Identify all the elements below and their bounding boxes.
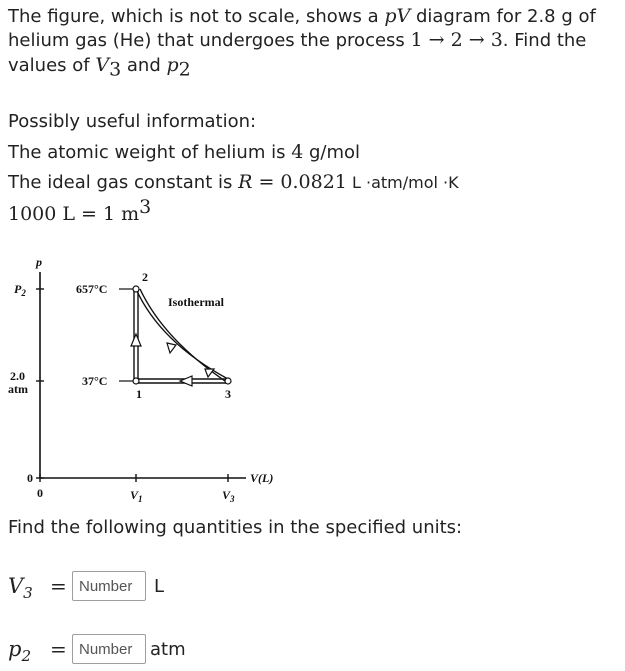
label-point-1: 1: [136, 387, 142, 401]
label-2-0: 2.0: [10, 369, 25, 383]
state-point-1: [133, 378, 139, 384]
var-p-subscript: 2: [178, 58, 191, 81]
label-v1-subscript: 1: [138, 494, 143, 504]
answer-var-subscript: 2: [21, 647, 32, 666]
pv-v-symbol: V: [396, 5, 411, 27]
answer-unit-p2: atm: [150, 638, 186, 660]
process-sequence: 1 → 2 → 3: [410, 29, 503, 51]
pv-diagram-svg: [0, 252, 300, 514]
pv-diagram: [0, 252, 300, 514]
answer-var-p2: [8, 637, 50, 666]
atomic-weight-value: 4: [291, 141, 304, 163]
answer-var-v3: [8, 574, 50, 603]
conversion-text: 1000 L = 1 m: [8, 203, 140, 225]
label-v1-letter: V: [130, 488, 139, 502]
problem-line-2: [8, 28, 586, 53]
label-p2-subscript: 2: [21, 288, 26, 298]
label-v3-subscript: 3: [230, 494, 235, 504]
var-p: p: [166, 54, 179, 76]
label-v3-letter: V: [222, 488, 231, 502]
problem-line-3: [8, 53, 191, 81]
axis-label-p: p: [36, 255, 42, 269]
problem-text: . Find the: [502, 30, 587, 51]
problem-text: and: [121, 55, 167, 76]
label-p2-letter: P: [14, 282, 22, 296]
label-p2: [14, 282, 26, 298]
gas-constant-symbol: R: [238, 171, 253, 193]
info-atomic-weight: [8, 140, 360, 165]
info-conversion: [8, 196, 152, 227]
var-v: V: [95, 54, 110, 76]
answer-equals: =: [50, 637, 67, 661]
problem-text: helium gas (He) that undergoes the process: [8, 30, 411, 51]
info-text: The ideal gas constant is: [8, 172, 239, 193]
gas-constant-unit: L ·atm/mol ·K: [346, 173, 459, 192]
answer-var-subscript: 3: [23, 584, 33, 603]
p2-number-input[interactable]: [72, 634, 146, 664]
problem-text: values of: [8, 55, 96, 76]
answer-var-letter: p: [8, 637, 22, 661]
info-text: g/mol: [303, 142, 361, 163]
label-v1: [130, 488, 143, 504]
gas-constant-value: 0.0821: [280, 171, 347, 193]
answer-row-v3: [8, 569, 164, 603]
answer-equals: =: [50, 574, 67, 598]
state-point-2: [133, 286, 139, 292]
problem-text: diagram for 2.8 g of: [410, 6, 596, 27]
problem-text: The figure, which is not to scale, shows a: [8, 6, 385, 27]
label-zero-x: 0: [37, 486, 43, 500]
label-zero-y: 0: [27, 471, 33, 485]
info-text: The atomic weight of helium is: [8, 142, 292, 163]
label-point-2: 2: [142, 270, 148, 284]
answer-unit-v3: L: [154, 575, 165, 597]
info-gas-constant: [8, 170, 459, 195]
gas-constant-equals: =: [252, 171, 281, 193]
v3-number-input[interactable]: [72, 571, 146, 601]
var-v-subscript: 3: [109, 58, 122, 81]
process-2-3-arrow-upper: [167, 343, 176, 353]
answer-row-p2: [8, 632, 186, 666]
info-header: Possibly useful information:: [8, 111, 257, 132]
state-point-3: [225, 378, 231, 384]
axis-label-v: V(L): [250, 471, 274, 485]
pv-p-symbol: p: [384, 5, 397, 27]
process-3-1-arrow: [180, 376, 192, 386]
question-prompt: Find the following quantities in the specified units:: [8, 517, 463, 538]
answer-var-letter: V: [8, 574, 24, 598]
conversion-exponent: 3: [139, 196, 152, 218]
label-temp-high: 657°C: [76, 282, 108, 296]
label-isothermal: Isothermal: [168, 295, 224, 309]
process-1-2-arrow: [131, 334, 141, 346]
label-atm: atm: [8, 382, 28, 396]
label-point-3: 3: [225, 387, 231, 401]
label-temp-low: 37°C: [82, 374, 108, 388]
problem-line-1: [8, 4, 596, 29]
label-v3: [222, 488, 235, 504]
